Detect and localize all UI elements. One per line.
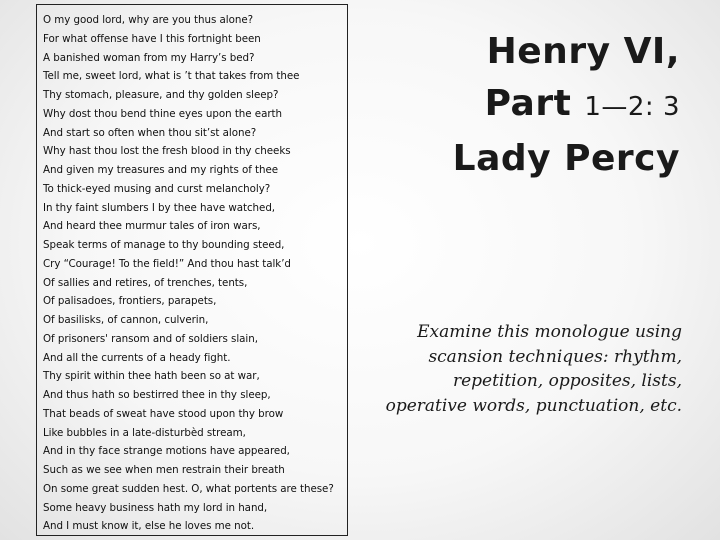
monologue-line: Thy stomach, pleasure, and thy golden sleep? [43, 89, 279, 101]
monologue-line: On some great sudden hest. O, what portents are these? [43, 482, 334, 495]
monologue-line: Speak terms of manage to thy bounding steed, [43, 239, 285, 251]
monologue-line: Such as we see when men restrain their breath [43, 464, 285, 476]
monologue-line: Of sallies and retires, of trenches, tents, [43, 276, 248, 289]
monologue-line: Cry “Courage! To the field!” And thou hast talk’d [43, 257, 291, 270]
title-play-name: Henry VI, [486, 31, 680, 72]
monologue-lines [43, 11, 347, 536]
monologue-line: And thus hath so bestirred thee in thy sleep, [43, 389, 271, 401]
monologue-line: Of palisadoes, frontiers, parapets, [43, 295, 217, 308]
monologue-line: Tell me, sweet lord, what is ’t that takes from thee [43, 70, 300, 83]
monologue-line: And all the currents of a heady fight. [43, 351, 231, 364]
monologue-line: And heard thee murmur tales of iron wars, [43, 220, 261, 233]
monologue-line: A banished woman from my Harry’s bed? [43, 51, 255, 64]
monologue-text-box [36, 4, 348, 536]
monologue-line: O my good lord, why are you thus alone? [43, 14, 254, 26]
title-act-scene [400, 78, 680, 133]
monologue-line: Why hast thou lost the fresh blood in thy cheeks [43, 145, 291, 158]
title-act-scene-ref: 1—2: 3 [584, 92, 680, 122]
title-part-label: Part [484, 83, 572, 124]
monologue-line: And I must know it, else he loves me not. [43, 520, 255, 533]
instruction-text: Examine this monologue using scansion techniques: rhythm, repetition, opposites, lists, operative words, punctuation, etc. [385, 322, 682, 416]
monologue-line: And in thy face strange motions have appeared, [43, 445, 290, 458]
monologue-line: To thick-eyed musing and curst melancholy? [43, 182, 271, 195]
slide-title [400, 26, 680, 185]
monologue-line: That beads of sweat have stood upon thy brow [43, 407, 284, 420]
monologue-line: Why dost thou bend thine eyes upon the earth [43, 107, 282, 120]
monologue-line: And given my treasures and my rights of thee [43, 164, 279, 176]
monologue-line: Of basilisks, of cannon, culverin, [43, 314, 209, 326]
monologue-line: And start so often when thou sit’st alone? [43, 126, 257, 139]
monologue-line: For what offense have I this fortnight been [43, 32, 261, 45]
monologue-line: Some heavy business hath my lord in hand, [43, 501, 268, 514]
title-character-name: Lady Percy [452, 138, 680, 179]
monologue-line: In thy faint slumbers I by thee have watched, [43, 201, 276, 214]
monologue-line: Like bubbles in a late-disturbèd stream, [43, 426, 246, 439]
monologue-line: Of prisoners' ransom and of soldiers slain, [43, 332, 258, 345]
monologue-line: Thy spirit within thee hath been so at war, [43, 370, 260, 383]
